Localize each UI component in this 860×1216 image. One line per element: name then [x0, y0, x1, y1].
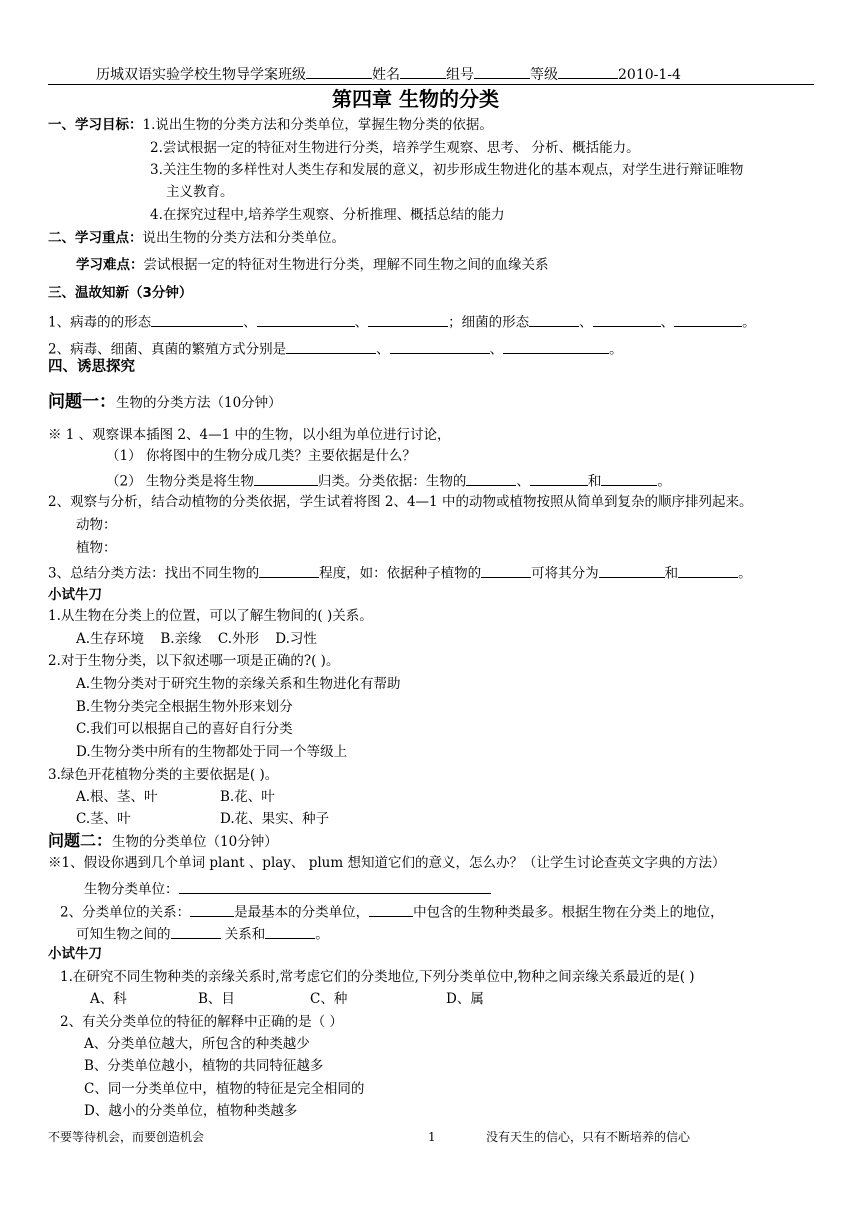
key-points-label: 二、学习重点： — [48, 230, 143, 246]
option: C、同一分类单位中，植物的特征是完全相同的 — [84, 1081, 365, 1097]
blank — [369, 902, 413, 917]
option: D、属 — [446, 991, 484, 1007]
review-q1-text: 1、病毒的的形态 — [48, 314, 152, 331]
sep: 、 — [579, 314, 593, 331]
key-points-text: 说出生物的分类方法和分类单位。 — [142, 230, 345, 246]
problem1-line: 动物： — [76, 517, 117, 533]
key-points — [48, 230, 345, 246]
name-blank — [400, 64, 446, 79]
option: B、目 — [198, 991, 235, 1007]
sep: 、 — [376, 341, 390, 358]
problem2-heading — [48, 831, 278, 850]
blank — [601, 471, 657, 486]
problem2-line: ※1、假设你遇到几个单词 plant 、play、 plum 想知道它们的意义，怎么办？（让学生讨论查英文字典的方法） — [48, 855, 726, 871]
blank — [466, 471, 516, 486]
review-q2 — [48, 339, 623, 358]
text: 2、分类单位的关系： — [60, 904, 191, 921]
problem2-line — [60, 902, 724, 921]
difficulty-text: 尝试根据一定的特征对生物进行分类，理解不同生物之间的血缘关系 — [143, 257, 549, 273]
blank — [503, 339, 609, 354]
blank — [259, 563, 319, 578]
review-q1 — [48, 312, 756, 331]
problem1-label: 问题一： — [48, 392, 116, 412]
option: B.亲缘 — [160, 631, 202, 647]
difficulty — [76, 257, 549, 273]
blank — [678, 563, 738, 578]
blank — [190, 902, 234, 917]
objective-item: 4.在探究过程中,培养学生观察、分析推理、概括总结的能力 — [150, 207, 505, 223]
objectives-line-1 — [48, 117, 493, 133]
blank — [179, 879, 491, 894]
text: 是最基本的分类单位， — [234, 904, 370, 921]
page-number: 1 — [428, 1130, 436, 1144]
option: C.茎、叶 — [76, 811, 131, 827]
blank — [257, 312, 355, 327]
blank — [674, 312, 742, 327]
quiz1-q2: 2.对于生物分类，以下叙述哪一项是正确的?( )。 — [48, 653, 340, 669]
text: 和 — [664, 565, 679, 582]
problem2-label: 问题二： — [48, 831, 113, 850]
option: C.外形 — [217, 631, 259, 647]
text: 关系和 — [220, 926, 266, 943]
option: A.生存环境 — [76, 631, 145, 647]
group-blank — [474, 64, 530, 79]
option: C、种 — [310, 991, 348, 1007]
option: C.我们可以根据自己的喜好自行分类 — [76, 721, 293, 737]
blank — [254, 471, 318, 486]
option: D.习性 — [275, 631, 317, 647]
review-q1-text-b: ；细菌的形态 — [448, 314, 530, 331]
blank — [593, 312, 661, 327]
problem1-line: 2、观察与分析，结合动植物的分类依据，学生试着将图 2、4—1 中的动物或植物按照从简单到复杂的顺序排列起来。 — [48, 494, 753, 510]
quiz1-q1: 1.从生物在分类上的位置，可以了解生物间的( )关系。 — [48, 608, 373, 624]
option: D.生物分类中所有的生物都处于同一个等级上 — [76, 744, 348, 760]
text: 和 — [587, 473, 602, 490]
text: 3、总结分类方法：找出不同生物的 — [48, 565, 260, 582]
sep: 、 — [354, 314, 369, 331]
school-label: 历城双语实验学校生物导学案班级 — [96, 67, 306, 83]
grade-blank — [558, 64, 618, 79]
sep: 、 — [516, 473, 530, 490]
option: B、分类单位越小，植物的共同特征越多 — [84, 1058, 324, 1074]
header-date: 2010-1-4 — [618, 67, 681, 83]
blank — [529, 312, 579, 327]
sep: 、 — [660, 314, 675, 331]
sep: 、 — [489, 341, 504, 358]
end: 。 — [738, 565, 752, 582]
quiz2-q2: 2、有关分类单位的特征的解释中正确的是（ ） — [60, 1014, 343, 1030]
group-label: 组号 — [446, 67, 474, 83]
problem1-line — [48, 563, 752, 582]
objective-item: 2.尝试根据一定的特征对生物进行分类，培养学生观察、思考、 分析、概括能力。 — [150, 140, 640, 156]
problem2-title: 生物的分类单位（10分钟） — [112, 834, 278, 850]
option: D、越小的分类单位，植物种类越多 — [84, 1103, 298, 1119]
difficulty-label: 学习难点： — [76, 257, 144, 273]
text: （2） 生物分类是将生物 — [106, 473, 254, 490]
name-label: 姓名 — [372, 67, 400, 83]
problem1-line — [106, 471, 671, 490]
option: D.花、果实、种子 — [220, 811, 330, 827]
blank — [265, 924, 315, 939]
option: A.根、茎、叶 — [76, 789, 158, 805]
text: 程度，如：依据种子植物的 — [319, 565, 482, 582]
review-heading: 三、温故知新（3分钟） — [48, 285, 193, 301]
text: 可知生物之间的 — [76, 926, 171, 943]
quiz1-q1-opts — [76, 631, 317, 647]
text: 可将其分为 — [531, 565, 599, 582]
problem2-line — [76, 924, 329, 943]
problem1-line: ※ 1 、观察课本插图 2、4—1 中的生物，以小组为单位进行讨论， — [48, 427, 451, 443]
class-blank — [306, 64, 372, 79]
end: 。 — [609, 341, 623, 358]
objective-item: 3.关注生物的多样性对人类生存和发展的意义，初步形成生物进化的基本观点，对学生进行辩证唯物 — [150, 162, 744, 178]
grade-label: 等级 — [530, 67, 558, 83]
problem1-heading — [48, 392, 282, 412]
text: 中包含的生物种类最多。根据生物在分类上的地位， — [413, 904, 724, 921]
option: B.生物分类完全根据生物外形来划分 — [76, 699, 293, 715]
option: B.花、叶 — [220, 789, 275, 805]
review-q2-text: 2、病毒、细菌、真菌的繁殖方式分别是 — [48, 341, 287, 358]
option: A、分类单位越大，所包含的种类越少 — [84, 1036, 310, 1052]
end: 。 — [657, 473, 671, 490]
header-line — [96, 64, 681, 84]
objectives-label: 一、学习目标： — [48, 117, 143, 133]
blank — [530, 471, 588, 486]
blank — [599, 563, 665, 578]
objective-item: 主义教育。 — [166, 184, 234, 200]
problem2-line — [84, 879, 491, 898]
explore-heading: 四、诱思探究 — [48, 359, 135, 375]
blank — [481, 563, 531, 578]
blank — [151, 312, 243, 327]
problem1-line: （1） 你将图中的生物分成几类？主要依据是什么？ — [106, 448, 416, 464]
option: A.生物分类对于研究生物的亲缘关系和生物进化有帮助 — [76, 676, 401, 692]
text: 生物分类单位： — [84, 881, 179, 898]
footer-left: 不要等待机会，而要创造机会 — [48, 1130, 205, 1144]
quiz1-heading: 小试牛刀 — [48, 587, 102, 603]
objective-item: 1.说出生物的分类方法和分类单位，掌握生物分类的依据。 — [142, 117, 493, 133]
blank — [286, 339, 376, 354]
problem1-line: 植物： — [76, 540, 117, 556]
option: A、科 — [90, 991, 127, 1007]
page-title: 第四章 生物的分类 — [332, 87, 499, 111]
blank — [390, 339, 490, 354]
quiz2-q1: 1.在研究不同生物种类的亲缘关系时,常考虑它们的分类地位,下列分类单位中,物种之间亲缘关系最近的是( ) — [60, 969, 695, 985]
sep: 、 — [243, 314, 257, 331]
quiz2-heading: 小试牛刀 — [48, 946, 102, 962]
blank — [368, 312, 448, 327]
end: 。 — [742, 314, 756, 331]
quiz1-q3: 3.绿色开花植物分类的主要依据是( )。 — [48, 767, 279, 783]
text: 归类。分类依据：生物的 — [317, 473, 467, 490]
problem1-title: 生物的分类方法（10分钟） — [116, 395, 282, 411]
footer-right: 没有天生的信心，只有不断培养的信心 — [486, 1130, 691, 1144]
blank — [171, 924, 221, 939]
text: 。 — [315, 926, 329, 943]
header-rule — [48, 84, 814, 85]
